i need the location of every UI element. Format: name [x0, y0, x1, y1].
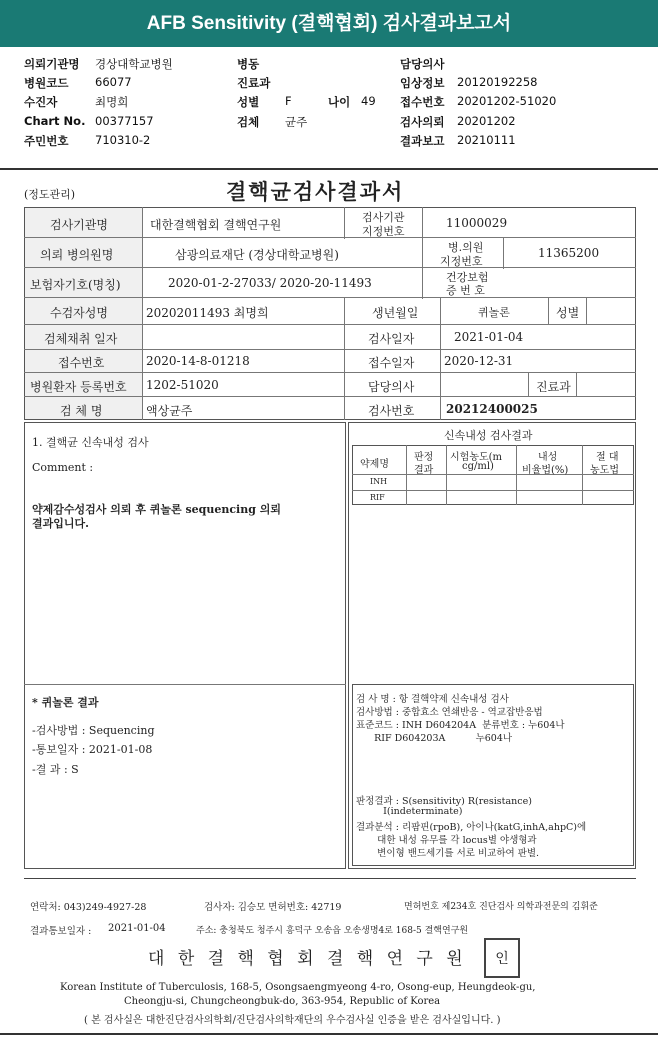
- section-title: 1. 결핵균 신속내성 검사: [32, 436, 149, 449]
- recvdate-value: 2020-12-31: [444, 354, 514, 368]
- qc-note: (정도관리): [24, 188, 76, 201]
- report-banner-title: AFB Sensitivity (결핵협회) 검사결과보고서: [0, 0, 658, 47]
- recvno-label: 접수번호: [58, 356, 105, 370]
- col-judge: 결과: [414, 465, 434, 476]
- official-seal: 인: [484, 938, 520, 978]
- req-label: 의뢰 병의원명: [40, 248, 114, 262]
- header-label: 검체: [237, 115, 260, 129]
- header-value: 710310-2: [95, 133, 151, 147]
- header-label: 의뢰기관명: [24, 57, 80, 71]
- header-label: 임상정보: [400, 76, 445, 90]
- header-label: Chart No.: [24, 114, 86, 128]
- judge-line: I(indeterminate): [356, 806, 463, 817]
- col-ratio: 비율법(%): [522, 465, 569, 476]
- health-label: 증 번 호: [446, 284, 485, 297]
- header-divider: [0, 168, 658, 170]
- header-label: 성별: [237, 95, 260, 109]
- spec-label: 검 체 명: [60, 404, 103, 418]
- col-abs: 농도법: [590, 465, 619, 476]
- inst-code-label: 지정번호: [362, 225, 405, 238]
- header-label: 병원코드: [24, 76, 69, 90]
- inst-value: 대한결핵협회 결핵연구원: [150, 218, 282, 232]
- header-value: 66077: [95, 75, 132, 89]
- quinolone-notify-date: -통보일자 : 2021-01-08: [32, 743, 153, 756]
- left-result-panel: [24, 422, 346, 869]
- name-value: 20202011493 최명희: [146, 306, 269, 320]
- sex-label: 성별: [556, 306, 580, 320]
- header-value: 20210111: [457, 133, 516, 147]
- patient-header: [0, 54, 658, 166]
- header-value: 경상대학교병원: [95, 57, 173, 71]
- drug-rif: RIF: [370, 493, 385, 502]
- drug-inh: INH: [370, 477, 388, 486]
- method-line: 표준코드 : INH D604204A 분류번호 : 누604나: [356, 720, 565, 731]
- report-title: 결핵균검사결과서: [226, 179, 405, 204]
- header-value: 20120192258: [457, 75, 538, 89]
- header-value: F: [285, 94, 292, 108]
- footer-date-value: 2021-01-04: [108, 923, 166, 934]
- testdate-label: 검사일자: [368, 332, 415, 346]
- header-label: 나이: [328, 95, 351, 109]
- birth-label: 생년월일: [372, 306, 419, 320]
- name-label: 수검자성명: [50, 306, 108, 320]
- footer-date-label: 결과통보일자 :: [30, 926, 92, 937]
- col-ratio: 내성: [538, 452, 558, 463]
- footer-tester: 검사자: 김승모 면허번호: 42719: [204, 902, 342, 913]
- recvdate-label: 접수일자: [368, 356, 415, 370]
- header-label: 진료과: [237, 76, 271, 90]
- header-value: 20201202-51020: [457, 94, 557, 108]
- method-line: 검 사 명 : 항 결핵약제 신속내성 검사: [356, 694, 509, 705]
- dept-label: 진료과: [536, 380, 571, 394]
- certification-notice: ( 본 검사실은 대한진단검사의학회/진단검사의학재단의 우수검사실 인증을 받은 검사실입니다. ): [84, 1015, 501, 1026]
- doctor-label: 담당의사: [368, 380, 415, 394]
- comment-text: 결과입니다.: [32, 517, 89, 530]
- quinolone-result: -결 과 : S: [32, 763, 79, 776]
- quinolone-title: * 퀴놀론 결과: [32, 696, 99, 709]
- header-label: 담당의사: [400, 57, 445, 71]
- header-value: 균주: [285, 115, 308, 129]
- ins-label: 보험자기호(명칭): [30, 278, 121, 292]
- institute-name-kr: 대 한 결 핵 협 회 결 핵 연 구 원: [148, 949, 467, 969]
- method-line: RIF D604203A 누604나: [356, 733, 513, 744]
- header-value: 최명희: [95, 95, 129, 109]
- header-label: 검사의뢰: [400, 115, 445, 129]
- health-label: 건강보험: [446, 271, 489, 284]
- header-label: 결과보고: [400, 134, 445, 148]
- comment-label: Comment :: [32, 461, 94, 474]
- col-drug: 약제명: [360, 459, 389, 470]
- method-line: 검사방법 : 중합효소 연쇄반응 - 역교잡반응법: [356, 707, 543, 718]
- spec-value: 액상균주: [146, 404, 193, 418]
- institute-address-en: Cheongju-si, Chungcheongbuk-do, 363-954, Republic of Korea: [124, 996, 441, 1007]
- req-code-label: 지정번호: [440, 255, 483, 268]
- judge-line: 결과분석 : 리팜핀(rpoB), 아이나(katG,inhA,ahpC)에: [356, 822, 587, 833]
- inst-code-label: 검사기관: [362, 211, 405, 224]
- reg-value: 1202-51020: [146, 378, 219, 392]
- birth-value: 퀴놀론: [478, 306, 510, 319]
- inst-code-value: 11000029: [446, 216, 508, 230]
- reg-label: 병원환자 등록번호: [30, 380, 127, 394]
- quinolone-method: -검사방법 : Sequencing: [32, 724, 155, 737]
- inst-label: 검사기관명: [50, 218, 108, 232]
- testno-label: 검사번호: [368, 404, 415, 418]
- rapid-test-title: 신속내성 검사결과: [444, 429, 533, 442]
- req-value: 삼광의료재단 (경상대학교병원): [175, 248, 339, 262]
- header-value: 00377157: [95, 114, 154, 128]
- footer-license: 면허번호 제234호 진단검사 의학과전문의 김휘준: [404, 902, 598, 912]
- header-label: 접수번호: [400, 95, 445, 109]
- judge-line: 대한 내성 유무를 각 locus별 야생형과: [356, 835, 537, 846]
- ins-value: 2020-01-2-27033/ 2020-20-11493: [168, 276, 372, 290]
- req-code-value: 11365200: [538, 246, 600, 260]
- header-value: 20201202: [457, 114, 516, 128]
- judge-line: 변이형 밴드세기를 서로 비교하여 판별.: [356, 848, 540, 859]
- comment-text: 약제감수성검사 의뢰 후 퀴놀론 sequencing 의뢰: [32, 503, 281, 516]
- header-label: 병동: [237, 57, 260, 71]
- col-conc: 시험농도(m: [450, 452, 503, 463]
- bottom-divider: [0, 1033, 658, 1035]
- recvno-value: 2020-14-8-01218: [146, 354, 250, 368]
- req-code-label: 병.의원: [448, 241, 484, 254]
- col-abs: 절 대: [596, 452, 619, 463]
- col-conc: cg/ml): [462, 461, 494, 472]
- header-label: 주민번호: [24, 134, 69, 148]
- judge-line: 판정결과 : S(sensitivity) R(resistance): [356, 796, 532, 807]
- collect-label: 검체채취 일자: [44, 332, 118, 346]
- institute-name-en: Korean Institute of Tuberculosis, 168-5, Osongsaengmyeong 4-ro, Osong-eup, Heungdeok-gu,: [60, 982, 536, 993]
- testno-value: 20212400025: [446, 402, 538, 416]
- testdate-value: 2021-01-04: [454, 330, 524, 344]
- scanned-report: [0, 172, 658, 1032]
- footer-address: 주소: 충청북도 청주시 흥덕구 오송읍 오송생명4로 168-5 결핵연구원: [196, 926, 469, 936]
- footer-contact: 연락처: 043)249-4927-28: [30, 902, 147, 913]
- col-judge: 판정: [414, 452, 434, 463]
- header-label: 수진자: [24, 95, 58, 109]
- header-value: 49: [361, 94, 376, 108]
